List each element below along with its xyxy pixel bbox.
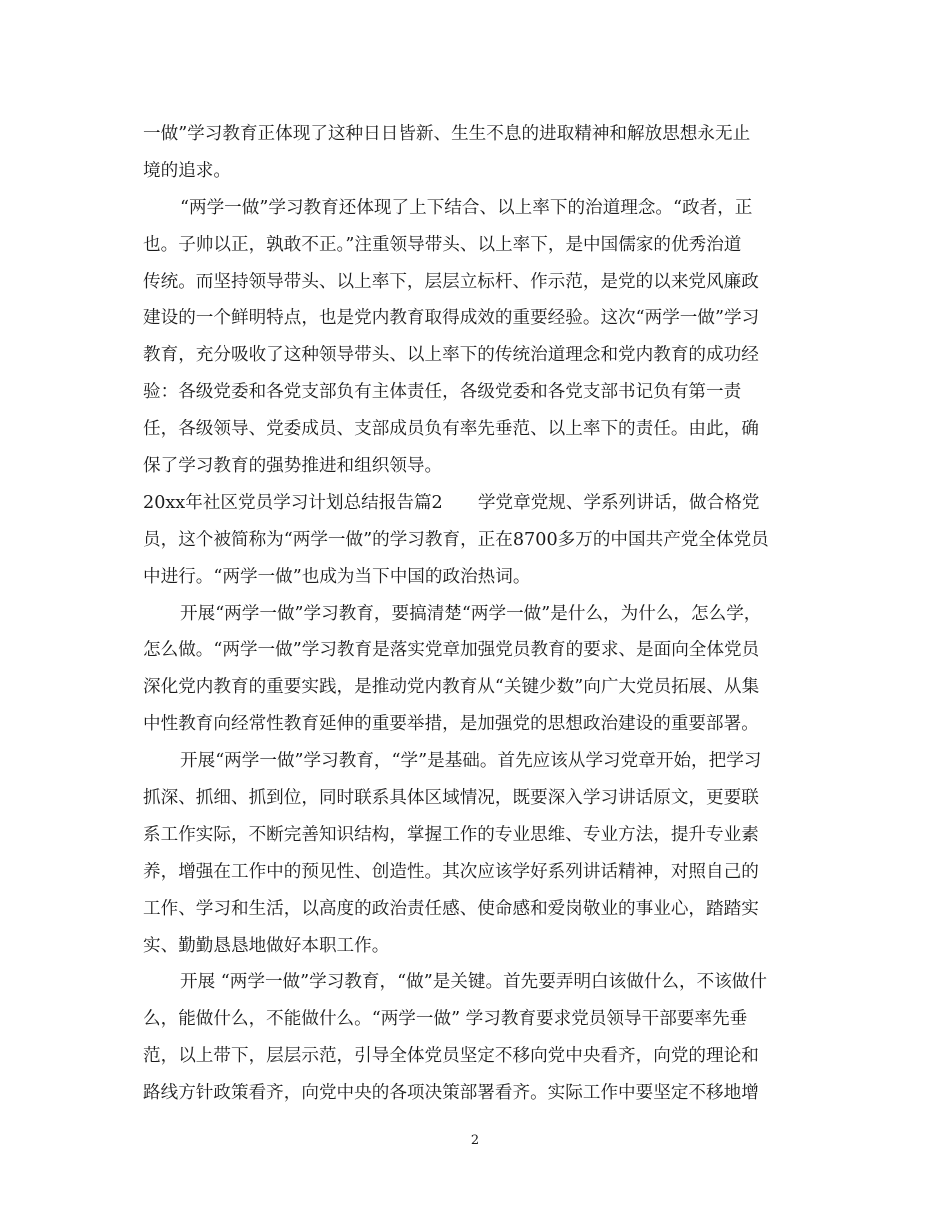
text-line: 开展“两学一做”学习教育，“学”是基础。首先应该从学习党章开始，把学习 <box>180 751 762 772</box>
text-line: 员，这个被简称为“两学一做”的学习教育，正在8700多万的中国共产党全体党员 <box>143 529 769 550</box>
text-line: 路线方针政策看齐，向党中央的各项决策部署看齐。实际工作中要坚定不移地增 <box>143 1083 759 1104</box>
text-line: 实、勤勤恳恳地做好本职工作。 <box>143 935 390 956</box>
text-line: 么，能做什么，不能做什么。“两学一做” 学习教育要求党员领导干部要率先垂 <box>143 1009 748 1030</box>
text-line: 怎么做。“两学一做”学习教育是落实党章加强党员教育的要求、是面向全体党员 <box>143 640 760 661</box>
text-line: 也。子帅以正，孰敢不正。”注重领导带头、以上率下，是中国儒家的优秀治道 <box>143 234 742 255</box>
text-line: 中性教育向经常性教育延伸的重要举措，是加强党的思想政治建设的重要部署。 <box>143 714 759 735</box>
text-line: 传统。而坚持领导带头、以上率下，层层立标杆、作示范，是党的以来党风廉政 <box>143 271 759 292</box>
text-line: 验：各级党委和各党支部负有主体责任，各级党委和各党支部书记负有第一责 <box>143 382 742 403</box>
text-line: 教育，充分吸收了这种领导带头、以上率下的传统治道理念和党内教育的成功经 <box>143 345 759 366</box>
text-line: 一做”学习教育正体现了这种日日皆新、生生不息的进取精神和解放思想永无止 <box>143 124 751 144</box>
text-line: 工作、学习和生活，以高度的政治责任感、使命感和爱岗敬业的事业心，踏踏实 <box>143 898 759 919</box>
text-line: 20xx年社区党员学习计划总结报告篇2 学党章党规、学系列讲话，做合格党 <box>143 492 760 513</box>
text-line: 开展“两学一做”学习教育，要搞清楚“两学一做”是什么，为什么，怎么学， <box>180 603 762 624</box>
text-line: 中进行。“两学一做”也成为当下中国的政治热词。 <box>143 566 531 587</box>
text-line: 养，增强在工作中的预见性、创造性。其次应该学好系列讲话精神，对照自己的 <box>143 861 759 882</box>
text-line: 开展 “两学一做”学习教育，“做”是关键。首先要弄明白该做什么，不该做什 <box>180 972 767 993</box>
text-line: 范，以上带下，层层示范，引导全体党员坚定不移向党中央看齐，向党的理论和 <box>143 1046 759 1067</box>
text-line: 保了学习教育的强势推进和组织领导。 <box>143 456 443 477</box>
page-number: 2 <box>470 1133 480 1148</box>
document-body <box>143 116 803 1112</box>
text-line: “两学一做”学习教育还体现了上下结合、以上率下的治道理念。“政者，正 <box>180 197 753 218</box>
text-line: 抓深、抓细、抓到位，同时联系具体区域情况，既要深入学习讲话原文，更要联 <box>143 788 759 809</box>
text-line: 境的追求。 <box>143 160 231 181</box>
text-line: 系工作实际，不断完善知识结构，掌握工作的专业思维、专业方法，提升专业素 <box>143 824 759 845</box>
text-line: 任，各级领导、党委成员、支部成员负有率先垂范、以上率下的责任。由此，确 <box>143 419 759 440</box>
text-line: 深化党内教育的重要实践，是推动党内教育从“关键少数”向广大党员拓展、从集 <box>143 677 760 698</box>
text-line: 建设的一个鲜明特点，也是党内教育取得成效的重要经验。这次“两学一做”学习 <box>143 308 760 329</box>
